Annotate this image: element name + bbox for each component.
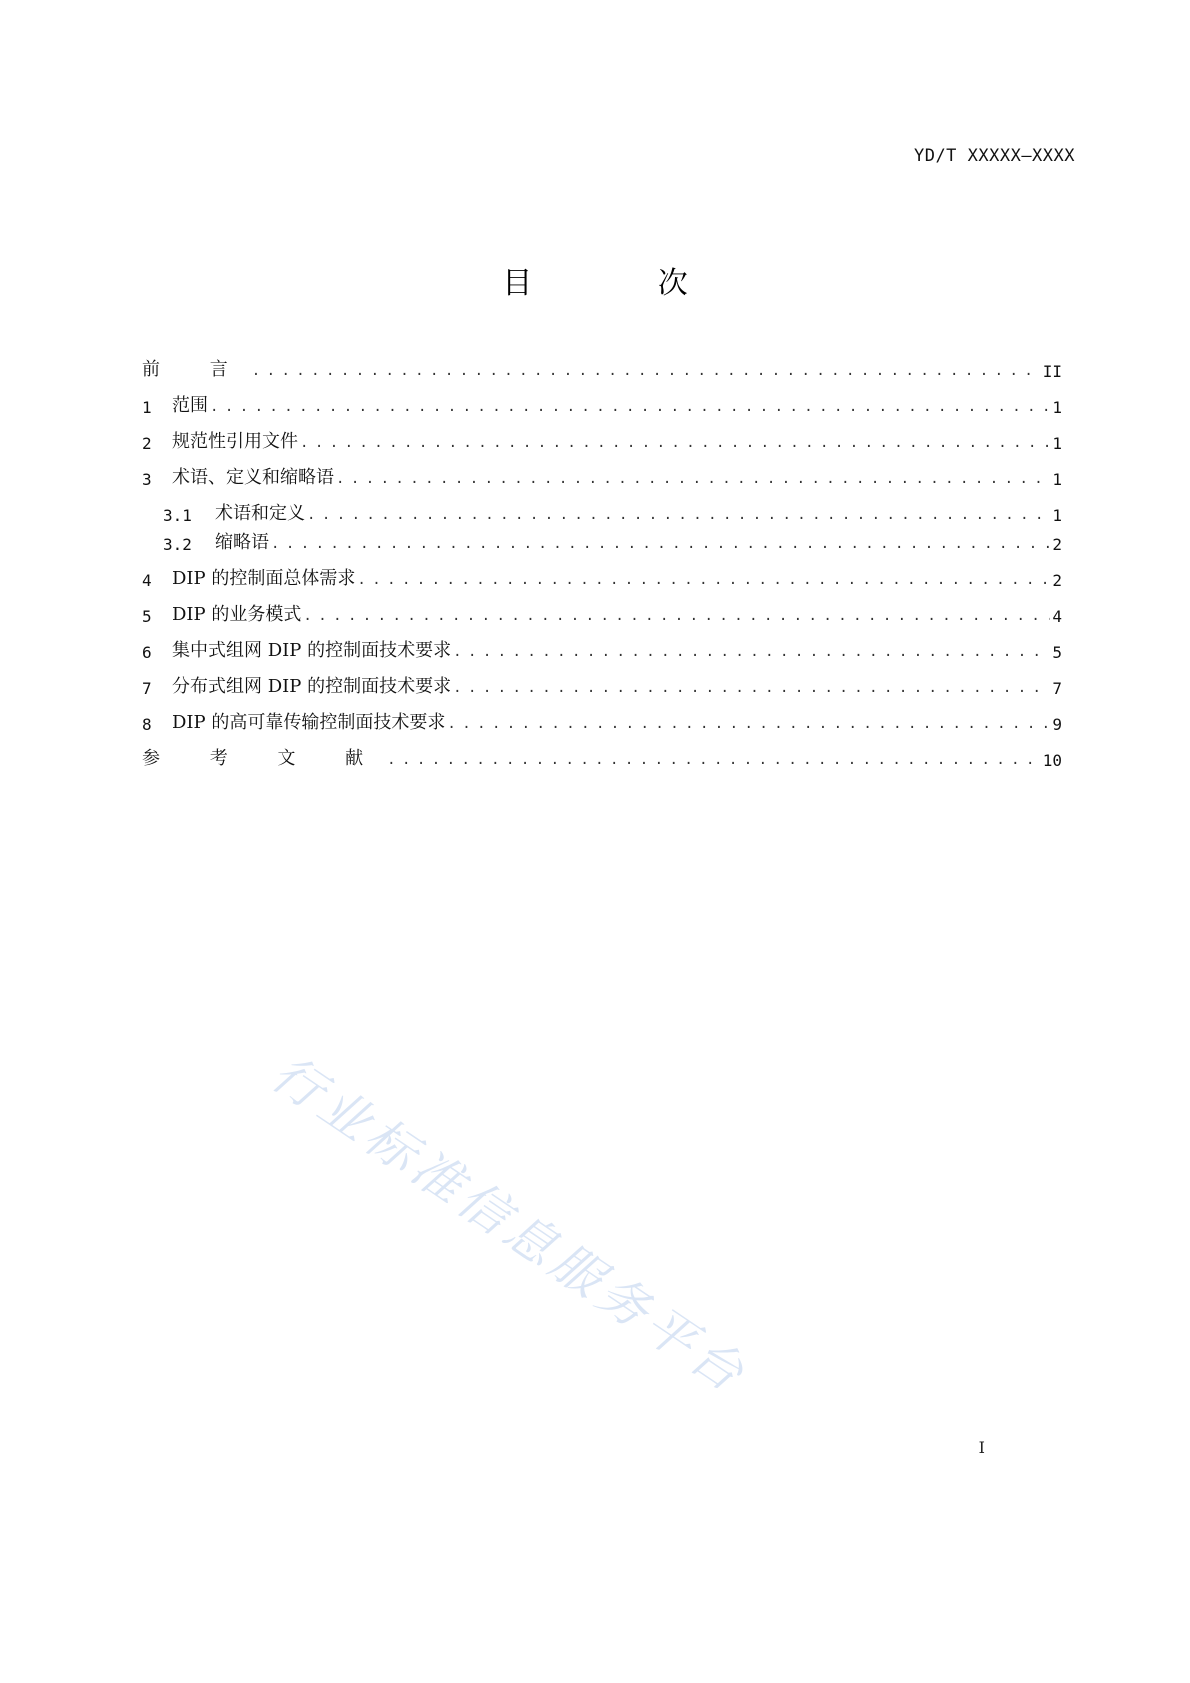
toc-entry-label: 集中式组网 DIP 的控制面技术要求 xyxy=(172,640,452,661)
toc-entry-section-4[interactable] xyxy=(142,562,1062,590)
toc-entry-bibliography[interactable] xyxy=(142,742,1062,770)
toc-entry-page: 2 xyxy=(1052,571,1062,590)
toc-entry-label: 分布式组网 DIP 的控制面技术要求 xyxy=(172,676,452,697)
toc-entry-label: 规范性引用文件 xyxy=(172,431,298,452)
toc-entry-number: 1 xyxy=(142,398,152,417)
toc-entry-page: 9 xyxy=(1052,715,1062,734)
toc-entry-number: 5 xyxy=(142,607,152,626)
toc-entry-label: DIP 的业务模式 xyxy=(172,604,302,625)
standard-code: YD/T XXXXX—XXXX xyxy=(913,146,1075,166)
toc-entry-number: 2 xyxy=(142,434,152,453)
toc-entry-number: 4 xyxy=(142,571,152,590)
toc-entry-label: 术语和定义 xyxy=(215,503,305,524)
toc-leader-dots xyxy=(453,644,1050,658)
toc-entry-number: 3.1 xyxy=(163,506,192,525)
toc-leader-dots xyxy=(447,716,1050,730)
toc-entry-page: 7 xyxy=(1052,679,1062,698)
toc-leader-dots xyxy=(300,435,1050,449)
toc-entry-number: 3 xyxy=(142,470,152,489)
toc-entry-foreword[interactable] xyxy=(142,353,1062,381)
toc-entry-number: 8 xyxy=(142,715,152,734)
toc-entry-page: 1 xyxy=(1052,398,1062,417)
toc-leader-dots xyxy=(336,471,1050,485)
toc-entry-page: II xyxy=(1042,362,1062,381)
toc-entry-page: 4 xyxy=(1052,607,1062,626)
toc-entry-label: DIP 的控制面总体需求 xyxy=(172,568,356,589)
toc-entry-page: 1 xyxy=(1052,470,1062,489)
toc-entry-abbreviations[interactable] xyxy=(163,526,1062,554)
toc-entry-label: 缩略语 xyxy=(215,532,269,553)
toc-entry-page: 10 xyxy=(1042,751,1062,770)
watermark: 行业标准信息服务平台 xyxy=(261,1044,759,1406)
toc-title: 目 次 xyxy=(502,266,746,301)
toc-leader-dots xyxy=(271,536,1050,550)
toc-entry-normative-references[interactable] xyxy=(142,425,1062,453)
toc-entry-section-7[interactable] xyxy=(142,670,1062,698)
toc-entry-terms[interactable] xyxy=(142,461,1062,489)
toc-entry-number: 6 xyxy=(142,643,152,662)
toc-entry-label: 范围 xyxy=(172,395,208,416)
toc-entry-page: 2 xyxy=(1052,535,1062,554)
toc-entry-section-6[interactable] xyxy=(142,634,1062,662)
toc-entry-label: 术语、定义和缩略语 xyxy=(172,467,334,488)
toc-entry-page: 1 xyxy=(1052,434,1062,453)
toc-entry-page: 5 xyxy=(1052,643,1062,662)
toc-entry-number: 7 xyxy=(142,679,152,698)
toc-entry-scope[interactable] xyxy=(142,389,1062,417)
toc-entry-section-5[interactable] xyxy=(142,598,1062,626)
toc-entry-number: 3.2 xyxy=(163,535,192,554)
toc-leader-dots xyxy=(453,680,1050,694)
toc-entry-page: 1 xyxy=(1052,506,1062,525)
toc-leader-dots xyxy=(210,399,1050,413)
toc-leader-dots xyxy=(307,507,1050,521)
toc-entry-terms-definitions[interactable] xyxy=(163,497,1062,525)
toc-leader-dots xyxy=(252,363,1041,377)
toc-entry-label: DIP 的高可靠传输控制面技术要求 xyxy=(172,712,446,733)
toc-entry-label: 参 考 文 献 xyxy=(142,748,386,769)
toc-entry-section-8[interactable] xyxy=(142,706,1062,734)
page-number: I xyxy=(978,1438,985,1457)
toc-leader-dots xyxy=(357,572,1050,586)
toc-entry-label: 前 言 xyxy=(142,359,250,380)
toc-leader-dots xyxy=(387,752,1041,766)
toc-leader-dots xyxy=(303,608,1050,622)
